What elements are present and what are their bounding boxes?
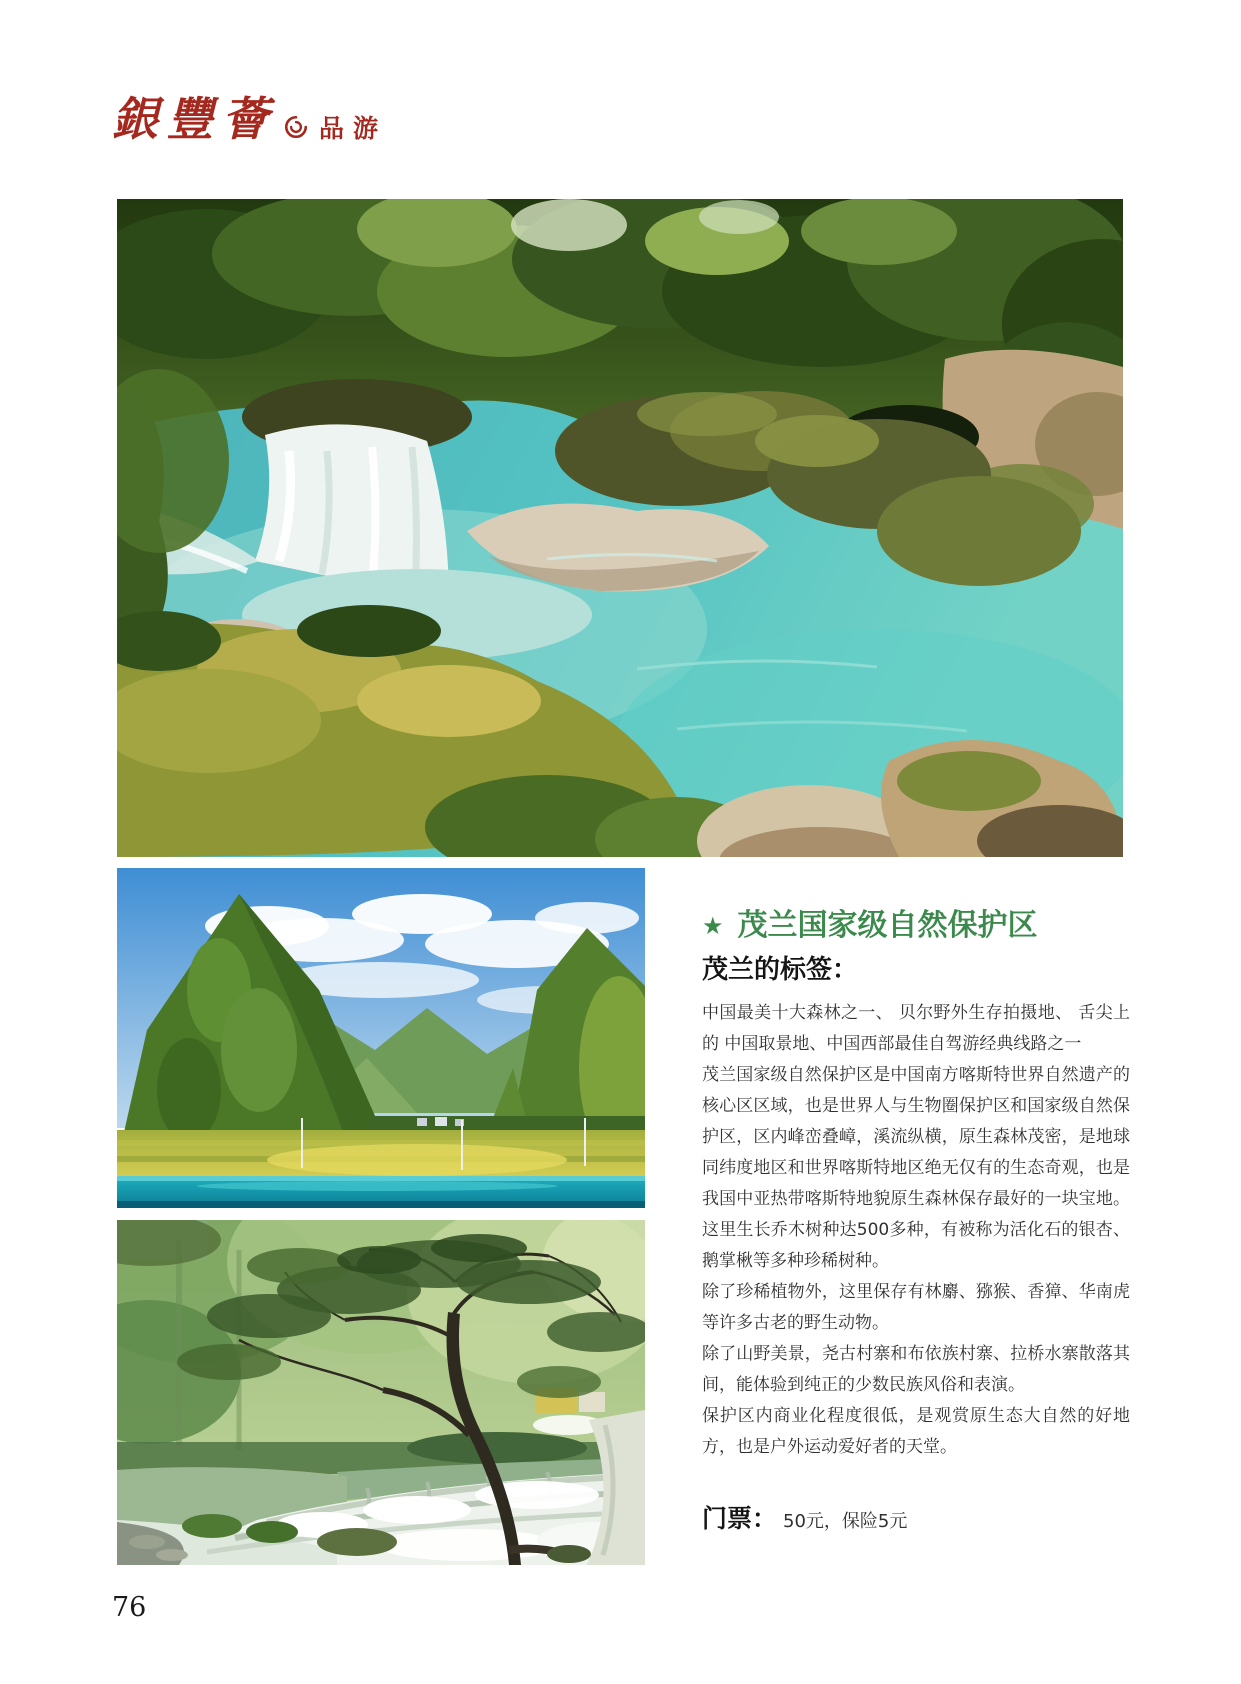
ticket-label: 门票： bbox=[702, 1504, 778, 1533]
photo-tree-weir-art bbox=[117, 1220, 645, 1565]
section-label: 品游 bbox=[319, 113, 388, 143]
article bbox=[702, 908, 1130, 1535]
star-icon: ★ bbox=[702, 912, 724, 940]
page-number: 76 bbox=[112, 1592, 147, 1623]
ticket-info bbox=[702, 1499, 1130, 1535]
photo-waterfall-pool-art bbox=[117, 199, 1123, 857]
paragraph: 中国最美十大森林之一、 贝尔野外生存拍摄地、 舌尖上的 中国取景地、中国西部最佳自驾游经典线路之一 bbox=[702, 1003, 1130, 1054]
article-subtitle: 茂兰的标签： bbox=[702, 955, 859, 985]
swirl-icon bbox=[283, 114, 309, 140]
paragraph: 除了珍稀植物外，这里保存有林麝、猕猴、香獐、华南虎等许多古老的野生动物。 bbox=[702, 1282, 1130, 1333]
article-title bbox=[702, 908, 1130, 944]
paragraph: 除了山野美景，尧古村寨和布依族村寨、拉桥水寨散落其间，能体验到纯正的少数民族风俗和表演。 bbox=[702, 1344, 1130, 1395]
photo-waterfall-pool bbox=[117, 199, 1123, 857]
article-title-text: 茂兰国家级自然保护区 bbox=[737, 908, 1038, 943]
photo-karst-valley bbox=[117, 868, 645, 1208]
paragraph: 茂兰国家级自然保护区是中国南方喀斯特世界自然遗产的核心区区域，也是世界人与生物圈保护区和国家级自然保护区，区内峰峦叠嶂，溪流纵横，原生森林茂密，是地球同纬度地区和世界喀斯特地区绝无仅有的生态奇观，也是我国中亚热带喀斯特地貌原生森林保存最好的一块宝地。这里生长乔木树种达500多种，有被称为活化石的银杏、鹅掌楸等多种珍稀树种。 bbox=[702, 1065, 1130, 1271]
masthead bbox=[112, 92, 388, 146]
photo-tree-weir bbox=[117, 1220, 645, 1565]
brand-logo: 銀豐薈 bbox=[112, 92, 277, 146]
article-body bbox=[702, 998, 1130, 1463]
paragraph: 保护区内商业化程度很低，是观赏原生态大自然的好地方，也是户外运动爱好者的天堂。 bbox=[702, 1406, 1130, 1457]
ticket-value: 50元，保险5元 bbox=[783, 1511, 908, 1532]
photo-karst-valley-art bbox=[117, 868, 645, 1208]
